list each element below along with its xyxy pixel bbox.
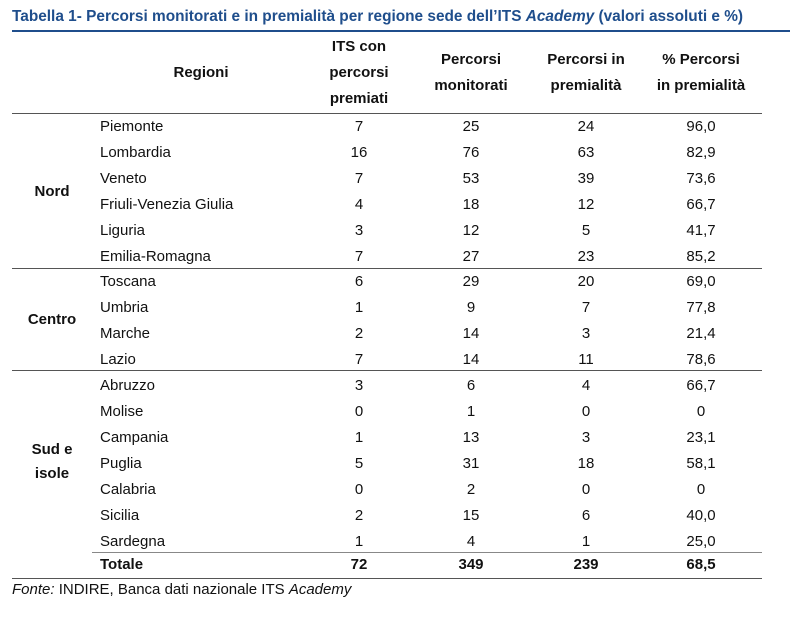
cell-premialita: 5: [581, 222, 591, 239]
table-row: [92, 451, 762, 477]
cell-premialita: 1: [581, 533, 591, 550]
header-prem-l2: premialità: [550, 77, 622, 94]
cell-premialita: 3: [581, 325, 591, 342]
cell-premialita: 0: [581, 403, 591, 420]
region-name: Molise: [100, 403, 144, 420]
region-name: Lombardia: [100, 144, 171, 161]
header-its-l3: premiati: [329, 90, 389, 107]
cell-monitorati: 14: [462, 351, 480, 368]
cell-its: 5: [354, 455, 364, 472]
cell-its: 2: [354, 507, 364, 524]
table-row: [92, 218, 762, 244]
header-pct-l1: % Percorsi: [662, 51, 740, 68]
source-label: Fonte:: [12, 581, 55, 598]
cell-monitorati: 12: [462, 222, 480, 239]
cell-premialita: 0: [581, 481, 591, 498]
header-monitorati: [410, 34, 532, 112]
header-its-l2: percorsi: [329, 64, 389, 81]
table-row: [92, 347, 762, 373]
region-name: Sardegna: [100, 533, 166, 550]
table-row: [92, 114, 762, 140]
table-row: [92, 244, 762, 270]
cell-percent: 25,0: [686, 533, 716, 550]
group-sud-l1: Sud e: [31, 440, 73, 458]
header-regioni-text: Regioni: [173, 64, 229, 81]
header-regioni: [92, 34, 310, 112]
title-suffix: (valori assoluti e %): [594, 8, 744, 25]
cell-premialita: 39: [577, 170, 595, 187]
cell-percent: 82,9: [686, 144, 716, 161]
cell-premialita: 6: [581, 507, 591, 524]
region-name: Puglia: [100, 455, 142, 472]
table-row: [92, 425, 762, 451]
cell-its: 7: [354, 351, 364, 368]
cell-monitorati: 2: [466, 481, 476, 498]
source-note: [12, 581, 351, 598]
cell-premialita: 63: [577, 144, 595, 161]
region-name: Emilia-Romagna: [100, 248, 211, 265]
header-its: [310, 34, 408, 112]
cell-monitorati: 29: [462, 273, 480, 290]
group-sud-l2: isole: [34, 464, 70, 482]
region-name: Umbria: [100, 299, 149, 316]
cell-its: 7: [354, 170, 364, 187]
table-row: [92, 295, 762, 321]
group-nord-label: Nord: [34, 182, 70, 200]
cell-percent: 66,7: [686, 196, 716, 213]
cell-premialita: 20: [577, 273, 595, 290]
cell-its: 7: [354, 118, 364, 135]
cell-its: 1: [354, 533, 364, 550]
region-name: Friuli-Venezia Giulia: [100, 196, 234, 213]
cell-premialita: 3: [581, 429, 591, 446]
group-centro-label: Centro: [27, 310, 77, 328]
cell-its: 0: [354, 481, 364, 498]
cell-monitorati: 76: [462, 144, 480, 161]
total-its: 72: [350, 556, 368, 573]
cell-premialita: 18: [577, 455, 595, 472]
cell-percent: 58,1: [686, 455, 716, 472]
cell-its: 7: [354, 248, 364, 265]
header-premialita: [532, 34, 640, 112]
table-row: [92, 321, 762, 347]
source-italic: Academy: [288, 581, 352, 598]
region-name: Calabria: [100, 481, 156, 498]
cell-monitorati: 15: [462, 507, 480, 524]
group-centro: [12, 269, 92, 370]
cell-percent: 77,8: [686, 299, 716, 316]
cell-monitorati: 1: [466, 403, 476, 420]
cell-its: 0: [354, 403, 364, 420]
cell-monitorati: 27: [462, 248, 480, 265]
source-text: INDIRE, Banca dati nazionale ITS: [54, 581, 289, 598]
cell-premialita: 24: [577, 118, 595, 135]
total-monitorati: 349: [458, 556, 484, 573]
cell-percent: 66,7: [686, 377, 716, 394]
region-name: Liguria: [100, 222, 146, 239]
cell-its: 2: [354, 325, 364, 342]
cell-monitorati: 31: [462, 455, 480, 472]
cell-monitorati: 53: [462, 170, 480, 187]
cell-its: 3: [354, 222, 364, 239]
cell-monitorati: 6: [466, 377, 476, 394]
group-sud: [12, 371, 92, 552]
region-name: Campania: [100, 429, 169, 446]
cell-monitorati: 14: [462, 325, 480, 342]
header-pct-l2: in premialità: [656, 77, 746, 94]
cell-premialita: 4: [581, 377, 591, 394]
cell-its: 6: [354, 273, 364, 290]
cell-percent: 21,4: [686, 325, 716, 342]
cell-percent: 85,2: [686, 248, 716, 265]
cell-percent: 41,7: [686, 222, 716, 239]
cell-monitorati: 4: [466, 533, 476, 550]
region-name: Marche: [100, 325, 151, 342]
cell-percent: 23,1: [686, 429, 716, 446]
cell-monitorati: 9: [466, 299, 476, 316]
table-row: [92, 373, 762, 399]
header-mon-l1: Percorsi: [440, 51, 502, 68]
region-name: Sicilia: [100, 507, 140, 524]
header-its-l1: ITS con: [331, 38, 387, 55]
table-row: [92, 269, 762, 295]
header-mon-l2: monitorati: [434, 77, 508, 94]
table-bottom-rule: [12, 578, 762, 579]
total-row: [92, 552, 762, 578]
cell-percent: 0: [696, 481, 706, 498]
table-row: [92, 477, 762, 503]
cell-percent: 69,0: [686, 273, 716, 290]
region-name: Piemonte: [100, 118, 164, 135]
table-row: [92, 140, 762, 166]
cell-percent: 73,6: [686, 170, 716, 187]
table-row: [92, 503, 762, 529]
cell-its: 16: [350, 144, 368, 161]
table-row: [92, 166, 762, 192]
cell-percent: 40,0: [686, 507, 716, 524]
group-nord: [12, 114, 92, 269]
cell-monitorati: 25: [462, 118, 480, 135]
cell-its: 1: [354, 299, 364, 316]
region-name: Abruzzo: [100, 377, 156, 394]
total-label: Totale: [100, 556, 144, 573]
region-name: Lazio: [100, 351, 136, 368]
cell-percent: 0: [696, 403, 706, 420]
title-text: Tabella 1- Percorsi monitorati e in premialità per regione sede dell’ITS: [12, 8, 526, 25]
cell-percent: 78,6: [686, 351, 716, 368]
cell-its: 4: [354, 196, 364, 213]
table-title: [12, 4, 790, 32]
cell-premialita: 11: [578, 351, 594, 368]
total-premialita: 239: [573, 556, 599, 573]
region-name: Toscana: [100, 273, 156, 290]
cell-monitorati: 18: [462, 196, 480, 213]
title-italic: Academy: [525, 8, 595, 25]
cell-its: 3: [354, 377, 364, 394]
header-percent: [640, 34, 762, 112]
header-prem-l1: Percorsi in: [547, 51, 625, 68]
total-percent: 68,5: [686, 556, 716, 573]
table-row: [92, 192, 762, 218]
cell-premialita: 23: [577, 248, 595, 265]
region-name: Veneto: [100, 170, 147, 187]
cell-premialita: 7: [581, 299, 591, 316]
cell-premialita: 12: [577, 196, 595, 213]
cell-monitorati: 13: [462, 429, 480, 446]
table-row: [92, 399, 762, 425]
cell-its: 1: [354, 429, 364, 446]
cell-percent: 96,0: [686, 118, 716, 135]
